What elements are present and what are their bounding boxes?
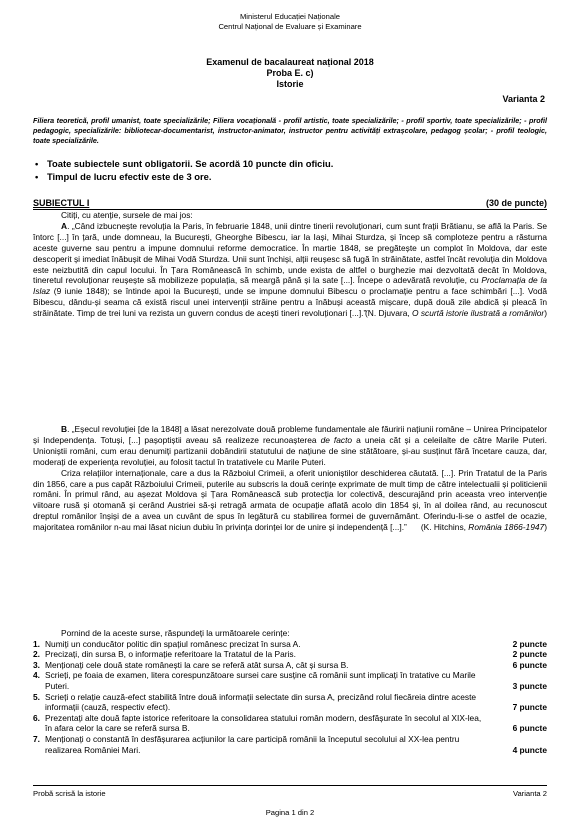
question-points: 6 puncte [512,723,547,734]
subject-points: (30 de puncte) [485,198,547,208]
rule-text: Toate subiectele sunt obligatorii. Se acordă 10 puncte din oficiu. [47,158,334,169]
question-item [33,660,547,671]
page-footer [33,785,547,798]
question-item [33,713,547,734]
footer-left: Probă scrisă la istorie [33,789,106,798]
sources-intro: Citiți, cu atenție, sursele de mai jos: [61,210,193,220]
citation-work: O scurtă istorie ilustrată a românilor [412,308,545,319]
question-points: 7 puncte [512,702,547,713]
proba-title: Proba E. c) [266,68,314,78]
document-header [0,12,580,31]
bullet-icon: • [35,158,39,169]
question-points: 4 puncte [512,744,547,755]
question-number: 7. [33,733,40,744]
question-item [33,734,547,755]
question-text: Numiți un conducător politic din spațiul românesc precizat în sursa A. [45,638,301,649]
subject-title: Istorie [276,79,304,89]
question-text: Scrieți o relație cauză-efect stabilită între două informații selectate din sursa A, precizând rolul fiecăreia dintre aceste informații (cauză, respectiv efect). [45,691,477,713]
question-text: Precizați, din sursa B, o informație referitoare la Tratatul de la Paris. [45,649,296,660]
question-number: 6. [33,712,40,723]
source-b-part1: „Eșecul revoluției [de la 1848] a lăsat nerezolvate două probleme fundamentale ale făuririi națiunii române – Unirea Principatelor și Independența. Totuși, [...] pașoptiștii aveau să realizeze recunoașterea [33,424,548,445]
question-number: 4. [33,670,40,681]
question-number: 5. [33,691,40,702]
source-b-letter: B [61,424,68,434]
citation-close: ) [544,308,547,319]
question-number: 2. [33,649,40,660]
source-a-italic: Proclamația de la Islaz [33,275,547,297]
question-item [33,639,547,650]
source-a-block [33,210,547,319]
question-points: 3 puncte [512,680,547,691]
question-text: Scrieți, pe foaia de examen, litera corespunzătoare sursei care susține că românii sunt implicați în tratative cu Marile Puteri. [45,670,476,691]
exam-title: Examenul de bacalaureat național 2018 [206,57,374,67]
citation-work: România 1866-1947 [468,522,545,533]
source-a-text: A. „Când izbucnește revoluția la Paris, în februarie 1848, unii dintre tinerii revoluționari, cum sunt frații Brătianu, se află la Paris. Se întorc [...] în țară, unde domneau, la București, Gheorghe Bibescu, iar la Iași, Mihai Sturdza, și încep să comploteze pentru a răsturna aceste guverne sau pentru a impune domnului reforme democratice. În martie 1848, se pregătește un complot în Moldova, dar este descoperit și imediat înăbușit de Mihai Vodă Sturdza. Unii sunt închiși, alții reușesc să fugă în străinătate, astfel încât revoluția din Moldova este neizbutită din capul locului. În Țara Românească în schimb, unde exista de altfel o burghezie mai dezvoltată decât în Moldova, tineretul revoluționar reușește să mobilizeze populația, să meargă până și la sate [...]. Începe o adevărată revoluție, cu Proclamația de la Islaz (9 iunie 1848); se întinde apoi la București, unde se impune domnului Bibescu o proclamație pentru a face schimbări [...]. Vodă Bibescu, dându-și seama că există riscul unei intervenții străine pentru a înăbuși această mișcare, după două zile abdică și pleacă în străinătate. Timp de trei luni va rezista un guvern condus de acești tineri revoluționari [...].” [33,220,547,319]
question-number: 3. [33,659,40,670]
source-b-italic: de facto [320,434,353,445]
source-b-block [33,424,547,533]
question-item [33,670,547,691]
question-item [33,649,547,660]
source-a-part1: „Când izbucnește revoluția la Paris, în februarie 1848, unii dintre tinerii revoluționari, cum sunt frații Brătianu, se află la Paris. Se întorc [...] în țară, unde domneau, la București, Gheorghe Bibescu, iar la Iași, Mihai Sturdza, și încep să comploteze pentru a răsturna aceste guverne sau pentru a impune domnului reforme democratice. În martie 1848, se pregătește un complot în Moldova, dar este descoperit și imediat înăbușit de Mihai Vodă Sturdza. Unii sunt închiși, alții reușesc să fugă în străinătate, astfel încât revoluția din Moldova este neizbutită din capul locului. În Țara Românească în schimb, unde exista de altfel o burghezie mai dezvoltată decât în Moldova, tineretul revoluționar reușește să mobilizeze populația, să meargă până și la sate [...]. Începe o adevărată revoluție, cu [33,220,547,286]
source-b-paragraph1: B. „Eșecul revoluției [de la 1848] a lăsat nerezolvate două probleme fundamentale ale făuririi națiunii române – Unirea Principatelor și Independența. Totuși, [...] pașoptiștii aveau să realizeze recunoașterea de facto a uneia căt și a celeilalte de către Marile Puteri. Unioniștii români, cum erau denumiți partizanii dobândirii statutului de națiune de sine stătătoare, și-au susținut fără încetare cauza, dar, moderați de experiența revoluției, au folosit tactul în tratativele cu Marile Puteri. [33,424,548,467]
question-text: Menționați cele două state românești la care se referă atât sursa A, cât și sursa B. [45,659,349,670]
exam-titles [0,57,580,90]
question-text: Prezentați alte două fapte istorice referitoare la consolidarea statului român modern, desfășurate în secolul al XIX-lea, în afara celor la care se referă sursa B. [45,712,482,734]
questions-block [33,628,547,755]
source-a-part2: (9 iunie 1848); se întinde apoi la București, unde se impune domnului Bibescu o proclamație pentru a face schimbări [...]. Vodă Bibescu, dându-și seama că există riscul unei intervenții străine pentru a înăbuși această mișcare, după două zile abdică și pleacă în străinătate. Timp de trei luni va rezista un guvern condus de acești tineri revoluționari [...].” [33,286,547,319]
rule-text: Timpul de lucru efectiv este de 3 ore. [47,171,212,182]
citation-author: (K. Hitchins, [420,522,469,533]
source-b-part2: a uneia căt și a celeilalte de către Marile Puteri. Unioniștii români, cum erau denumiți partizanii dobândirii statutului de națiune de sine stătătoare, și-au susținut fără încetare cauza, dar, moderați de experiența revoluției, au folosit tactul în tratativele cu Marile Puteri. [33,434,547,467]
rule-item [33,170,547,183]
source-a-letter: A [61,220,68,231]
questions-intro: Pornind de la aceste surse, răspundeți la următoarele cerințe: [61,628,290,638]
center-name: Centrul Național de Evaluare și Examinare [218,21,362,31]
question-text: Menționați o constantă în desfășurarea acțiunilor la care participă românii la începutul secolului al XX-lea pentru realizarea României Mari. [45,733,460,755]
ministry-name: Ministerul Educației Naționale [239,12,341,21]
question-points: 2 puncte [512,649,547,660]
citation-author: (N. Djuvara, [365,308,413,319]
question-item [33,692,547,713]
subject-label: SUBIECTUL I [33,198,90,208]
exam-rules [33,157,547,183]
question-points: 2 puncte [512,638,547,649]
question-points: 6 puncte [512,659,547,670]
question-number: 1. [33,638,40,649]
variant-label: Varianta 2 [502,94,545,104]
page-number: Pagina 1 din 2 [265,808,315,817]
footer-right: Varianta 2 [512,789,547,798]
filiera-text: Filiera teoretică, profil umanist, toate specializările; Filiera vocațională - profil artistic, toate specializările; - profil sportiv, toate specializările; - profil pedagogic, specializările: bibliotecar-documentarist, instructor-animator, instructor pentru activități extrașcolare, pedagog școlar; - profil teologic, toate specializările. [33,116,547,145]
rule-item [33,157,547,170]
bullet-icon: • [35,171,39,182]
subject-heading [33,198,547,210]
source-b-paragraph2: Criza relațiilor internaționale, care a dus la Războiul Crimeii, a oferit unioniștilor deschiderea căutată. [...]. Prin Tratatul de la Paris din 1856, care a pus capăt Războiului Crimeii, puterile au subscris la două cerințe exprimate de mult timp de către intelectualii și politicienii români. În primul rând, au așezat Moldova și Țara Românească sub protecția lor colectivă, descurajând prin aceasta vreo intervenție viitoare rusă și otomană și cerând Austriei să-și retragă armata de ocupație aflată acolo din 1854 și, în al doilea rând, au recunoscut dreptul românilor înșiși de a avea un cuvânt de spus în legătură cu stabilirea formei de guvernământ. Oferindu-li-se o astfel de ocazie, majoritatea românilor n-au mai lăsat niciun dubiu în privința dorinței lor de unire și independență [...].” [33,467,547,533]
citation-close: ) [544,522,547,533]
